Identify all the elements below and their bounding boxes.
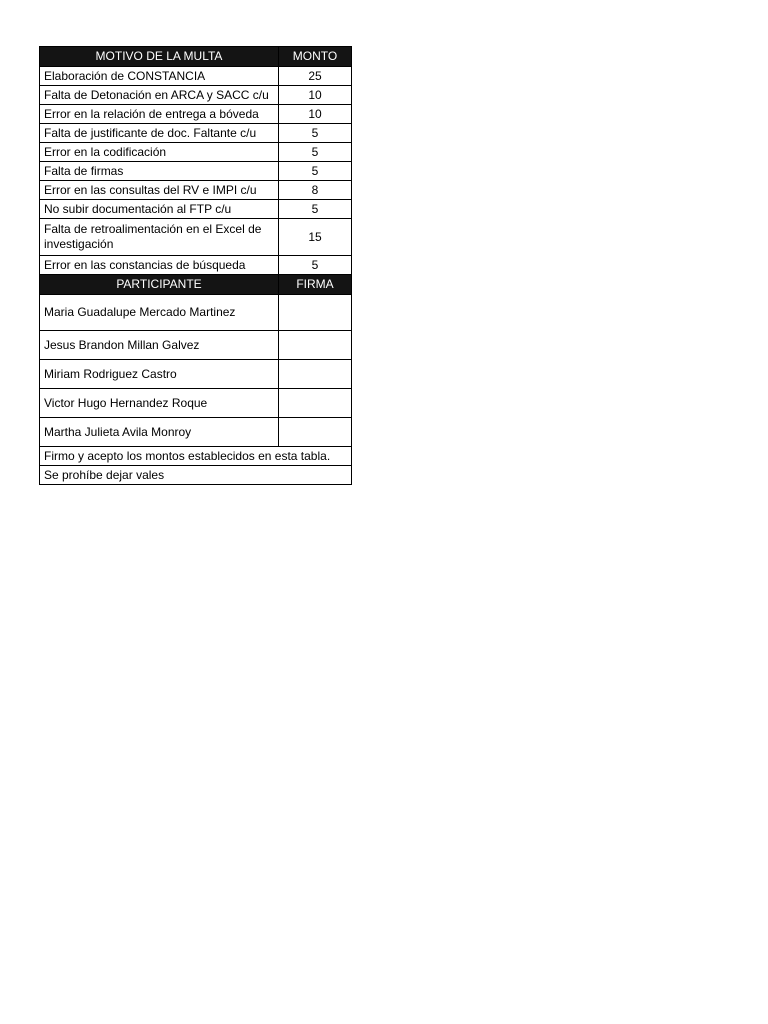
participant-row — [40, 360, 352, 389]
fine-row — [40, 143, 352, 162]
fine-row — [40, 162, 352, 181]
participant-name: Victor Hugo Hernandez Roque — [40, 389, 279, 418]
participant-row — [40, 389, 352, 418]
header-participant: PARTICIPANTE — [40, 275, 279, 295]
participant-name: Martha Julieta Avila Monroy — [40, 418, 279, 447]
header-reason: MOTIVO DE LA MULTA — [40, 47, 279, 67]
signature-cell[interactable] — [279, 418, 352, 447]
fine-amount: 15 — [279, 219, 352, 256]
fine-row — [40, 200, 352, 219]
fine-amount: 5 — [279, 162, 352, 181]
fine-reason: Error en la codificación — [40, 143, 279, 162]
fine-amount: 10 — [279, 105, 352, 124]
fine-row — [40, 86, 352, 105]
fine-row — [40, 105, 352, 124]
fine-amount: 5 — [279, 256, 352, 275]
fine-reason: Falta de retroalimentación en el Excel de investigación — [40, 219, 279, 256]
fine-reason: Error en las consultas del RV e IMPI c/u — [40, 181, 279, 200]
acceptance-note: Firmo y acepto los montos establecidos en esta tabla. — [40, 447, 352, 466]
fine-reason: Falta de firmas — [40, 162, 279, 181]
header-amount: MONTO — [279, 47, 352, 67]
fine-reason: No subir documentación al FTP c/u — [40, 200, 279, 219]
note-row — [40, 466, 352, 485]
fine-amount: 5 — [279, 124, 352, 143]
fine-reason: Falta de Detonación en ARCA y SACC c/u — [40, 86, 279, 105]
participant-row — [40, 295, 352, 331]
fine-amount: 5 — [279, 200, 352, 219]
signature-cell[interactable] — [279, 295, 352, 331]
voucher-note: Se prohíbe dejar vales — [40, 466, 352, 485]
participant-row — [40, 418, 352, 447]
fine-amount: 5 — [279, 143, 352, 162]
participant-name: Miriam Rodriguez Castro — [40, 360, 279, 389]
fine-row — [40, 67, 352, 86]
note-row — [40, 447, 352, 466]
participant-name: Maria Guadalupe Mercado Martinez — [40, 295, 279, 331]
fine-reason: Elaboración de CONSTANCIA — [40, 67, 279, 86]
signature-cell[interactable] — [279, 360, 352, 389]
fine-row — [40, 219, 352, 256]
header-signature: FIRMA — [279, 275, 352, 295]
participant-row — [40, 331, 352, 360]
fine-row — [40, 256, 352, 275]
signature-cell[interactable] — [279, 331, 352, 360]
fines-sheet — [39, 46, 351, 485]
fine-row — [40, 124, 352, 143]
fine-amount: 25 — [279, 67, 352, 86]
fine-row — [40, 181, 352, 200]
participants-header-row — [40, 275, 352, 295]
signature-cell[interactable] — [279, 389, 352, 418]
fine-reason: Error en la relación de entrega a bóveda — [40, 105, 279, 124]
fine-amount: 8 — [279, 181, 352, 200]
fine-amount: 10 — [279, 86, 352, 105]
participant-name: Jesus Brandon Millan Galvez — [40, 331, 279, 360]
fine-reason: Falta de justificante de doc. Faltante c/u — [40, 124, 279, 143]
fine-reason: Error en las constancias de búsqueda — [40, 256, 279, 275]
fines-header-row — [40, 47, 352, 67]
fines-table — [39, 46, 352, 485]
